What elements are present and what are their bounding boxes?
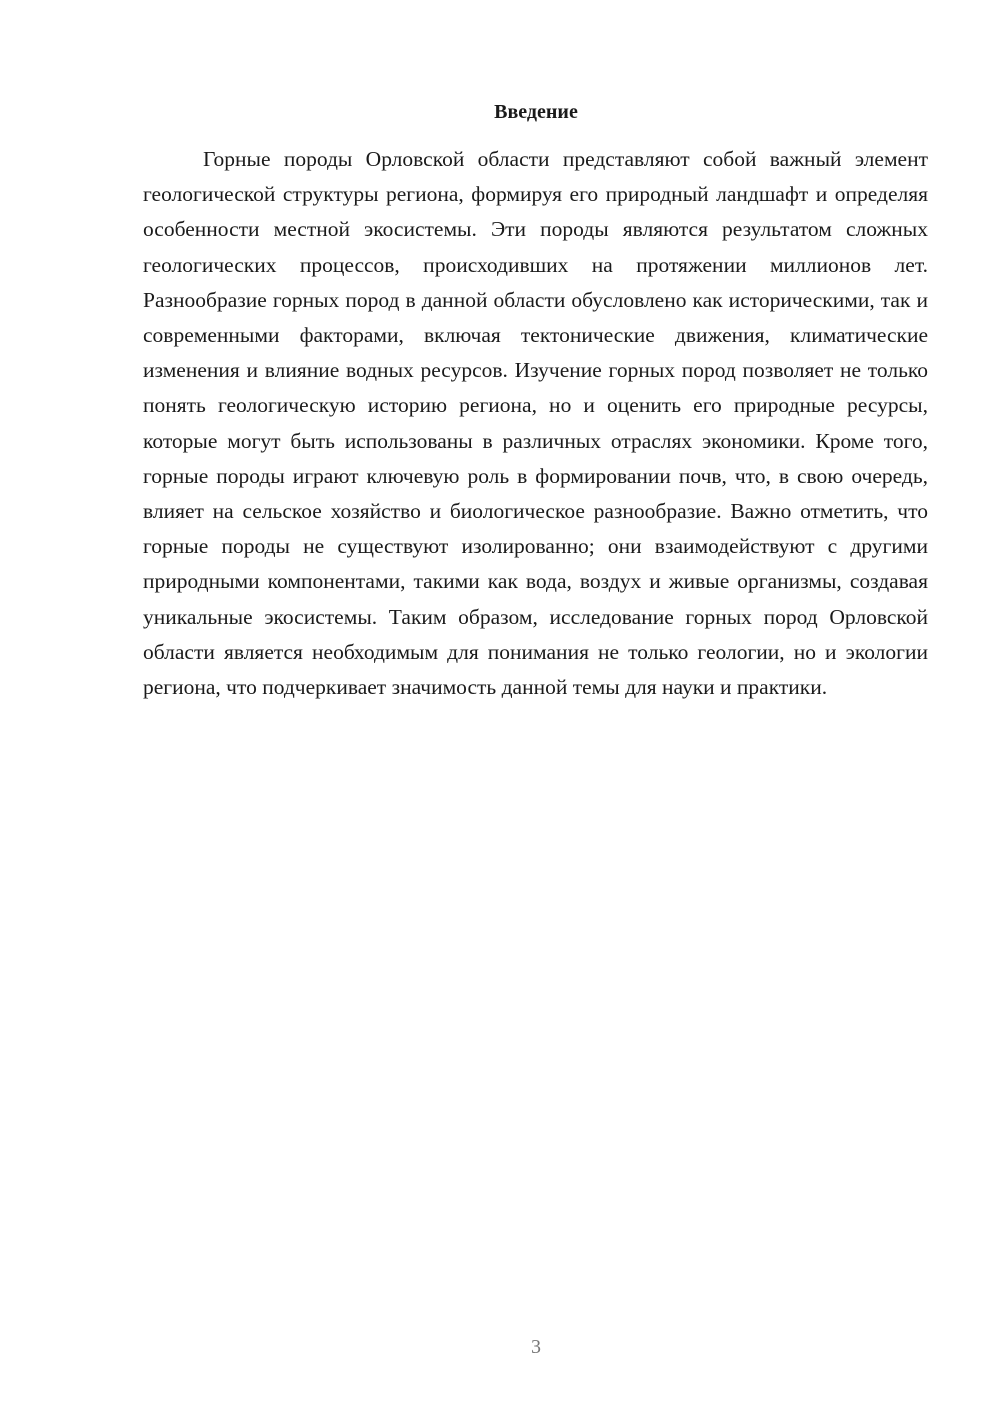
section-heading: Введение xyxy=(494,101,578,123)
body-paragraph: Горные породы Орловской области представляют собой важный элемент геологической структуры региона, формируя его природный ландшафт и определяя особенности местной экосистемы. Эти породы являются результатом сложных геологических процессов, происходивших на протяжении миллионов лет. Разнообразие горных пород в данной области обусловлено как историческими, так и современными факторами, включая тектонические движения, климатические изменения и влияние водных ресурсов. Изучение горных пород позволяет не только понять геологическую историю региона, но и оценить его природные ресурсы, которые могут быть использованы в различных отраслях экономики. Кроме того, горные породы играют ключевую роль в формировании почв, что, в свою очередь, влияет на сельское хозяйство и биологическое разнообразие. Важно отметить, что горные породы не существуют изолированно; они взаимодействуют с другими природными компонентами, такими как вода, воздух и живые организмы, создавая уникальные экосистемы. Таким образом, исследование горных пород Орловской области является необходимым для понимания не только геологии, но и экологии региона, что подчеркивает значимость данной темы для науки и практики. xyxy=(143,147,928,700)
page-number: 3 xyxy=(531,1336,541,1358)
